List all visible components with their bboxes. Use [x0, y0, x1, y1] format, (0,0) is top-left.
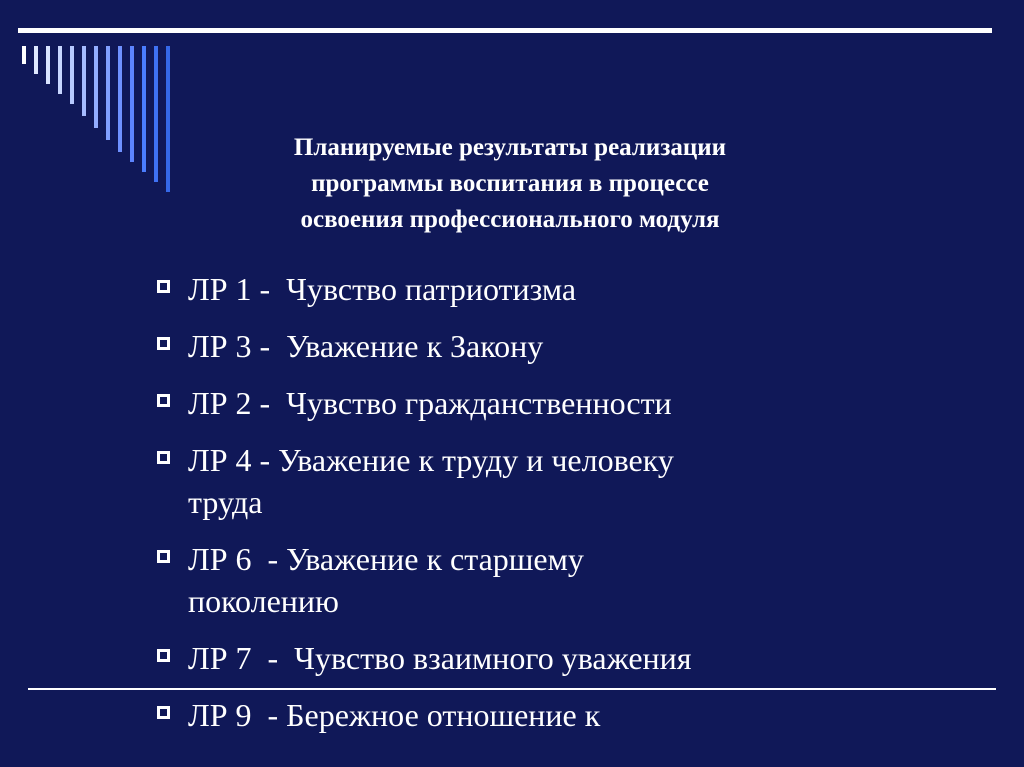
bullet-item-7 — [157, 694, 917, 736]
bullet-text-4: ЛР 4 - Уважение к труду и человеку труда — [188, 442, 674, 520]
bullet-list — [157, 268, 917, 751]
bullet-text-6: ЛР 7 - Чувство взаимного уважения — [188, 640, 692, 676]
hollow-square-icon — [157, 337, 170, 350]
bullet-text-7: ЛР 9 - Бережное отношение к — [188, 697, 601, 733]
title-line-3: освоения профессионального модуля — [300, 206, 720, 233]
stripe-5 — [70, 46, 74, 104]
stripe-3 — [46, 46, 50, 84]
bullet-item-3 — [157, 382, 917, 424]
stripe-9 — [118, 46, 122, 152]
bullet-text-1: ЛР 1 - Чувство патриотизма — [188, 271, 577, 307]
title-line-2: программы воспитания в процессе — [311, 170, 709, 197]
hollow-square-icon — [157, 451, 170, 464]
bullet-item-4 — [157, 439, 917, 523]
hollow-square-icon — [157, 280, 170, 293]
title-line-1: Планируемые результаты реализации — [293, 134, 727, 161]
bullet-text-2: ЛР 3 - Уважение к Закону — [188, 328, 544, 364]
stripe-6 — [82, 46, 86, 116]
stripe-10 — [130, 46, 134, 162]
bullet-item-1 — [157, 268, 917, 310]
hollow-square-icon — [157, 649, 170, 662]
stripe-4 — [58, 46, 62, 94]
hollow-square-icon — [157, 394, 170, 407]
bullet-text-3: ЛР 2 - Чувство гражданственности — [188, 385, 672, 421]
stripe-11 — [142, 46, 146, 172]
hollow-square-icon — [157, 706, 170, 719]
hollow-square-icon — [157, 550, 170, 563]
slide-title — [150, 130, 870, 238]
bullet-item-5 — [157, 538, 917, 622]
bullet-item-6 — [157, 637, 917, 679]
bullet-item-2 — [157, 325, 917, 367]
bullet-text-5: ЛР 6 - Уважение к старшему поколению — [188, 541, 584, 619]
stripe-7 — [94, 46, 98, 128]
bottom-divider-line — [28, 688, 996, 690]
stripe-8 — [106, 46, 110, 140]
stripe-1 — [22, 46, 26, 64]
stripe-2 — [34, 46, 38, 74]
